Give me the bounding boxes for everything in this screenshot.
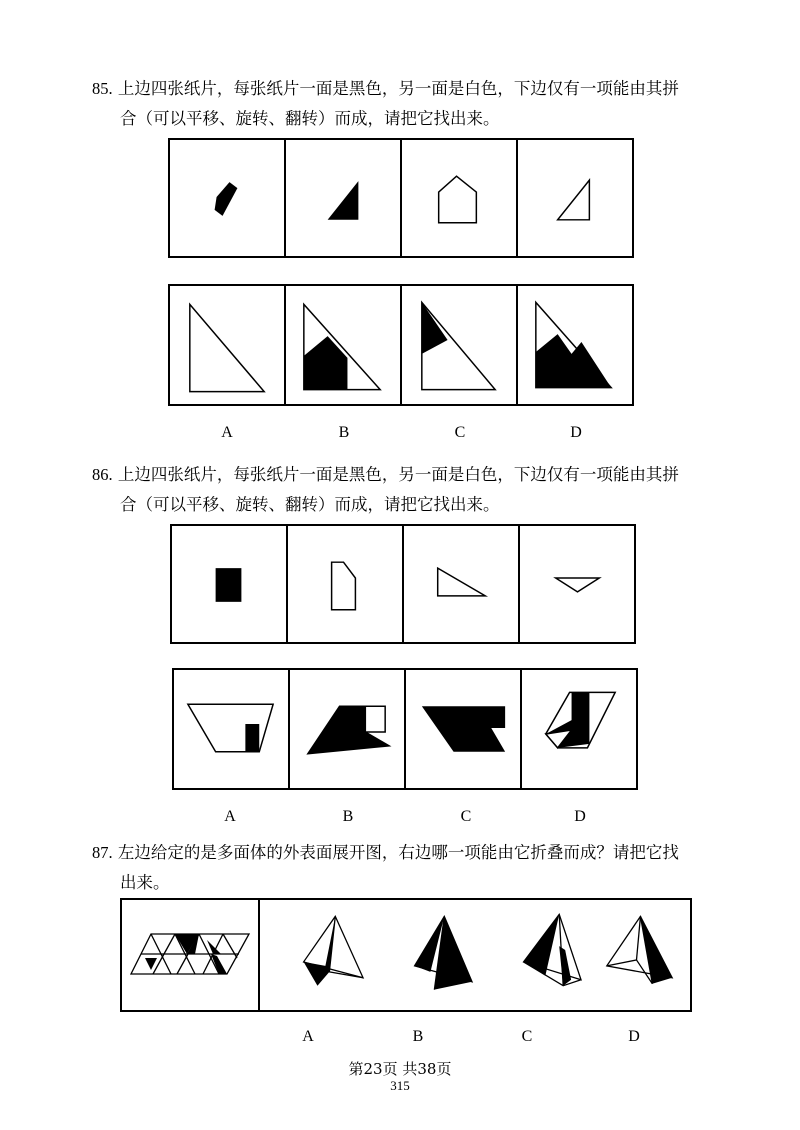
q86-piece-1 [172, 526, 288, 642]
q87-option-d-figure[interactable] [607, 916, 672, 983]
q87-label-c[interactable]: C [521, 1028, 533, 1045]
q86-option-d-figure[interactable] [522, 670, 636, 788]
q85-label-a[interactable]: A [221, 424, 233, 441]
question-86-line2: 合（可以平移、旋转、翻转）而成，请把它找出来。 [120, 495, 500, 514]
q86-label-a[interactable]: A [224, 808, 236, 825]
q85-label-c[interactable]: C [454, 424, 466, 441]
q87-net-figure [122, 900, 260, 1010]
q87-label-a[interactable]: A [302, 1028, 314, 1045]
q86-pieces-panel [170, 524, 636, 644]
question-86-number: 86. [92, 465, 113, 484]
q87-options-area [260, 900, 690, 1010]
q86-piece-2 [288, 526, 404, 642]
q85-piece-2 [286, 140, 402, 256]
q85-piece-3 [402, 140, 518, 256]
q86-option-a-figure[interactable] [174, 670, 290, 788]
q85-options-panel [168, 284, 634, 406]
q85-piece-4 [518, 140, 632, 256]
q85-option-c-figure[interactable] [402, 286, 518, 404]
question-87-text [92, 838, 732, 898]
q86-option-b-figure[interactable] [290, 670, 406, 788]
q85-pieces-panel [168, 138, 634, 258]
q85-option-a-figure[interactable] [170, 286, 286, 404]
question-85-number: 85. [92, 79, 113, 98]
q86-label-d[interactable]: D [574, 808, 586, 825]
q85-piece-1 [170, 140, 286, 256]
q87-option-b-figure[interactable] [415, 916, 472, 989]
q86-options-panel [172, 668, 638, 790]
question-86-text [92, 460, 732, 520]
q85-label-d[interactable]: D [570, 424, 582, 441]
q85-option-labels [0, 424, 800, 444]
q85-option-b-figure[interactable] [286, 286, 402, 404]
q86-label-b[interactable]: B [342, 808, 354, 825]
q87-option-labels [0, 1028, 800, 1048]
question-86-line1: 上边四张纸片，每张纸片一面是黑色，另一面是白色，下边仅有一项能由其拼 [117, 465, 679, 484]
question-85-line1: 上边四张纸片，每张纸片一面是黑色，另一面是白色，下边仅有一项能由其拼 [117, 79, 679, 98]
q87-option-c-figure[interactable] [524, 914, 581, 985]
q86-option-labels [0, 808, 800, 828]
page-number: 315 [390, 1078, 410, 1093]
question-87-line1: 左边给定的是多面体的外表面展开图，右边哪一项能由它折叠而成？请把它找 [117, 843, 679, 862]
q87-label-d[interactable]: D [628, 1028, 640, 1045]
q85-label-b[interactable]: B [338, 424, 350, 441]
question-85-text [92, 74, 732, 134]
q87-label-b[interactable]: B [412, 1028, 424, 1045]
q85-option-d-figure[interactable] [518, 286, 632, 404]
q86-piece-4 [520, 526, 634, 642]
q86-label-c[interactable]: C [460, 808, 472, 825]
q86-piece-3 [404, 526, 520, 642]
page-info: 第23页 共38页 [348, 1060, 452, 1078]
q87-option-a-figure[interactable] [304, 916, 363, 985]
q86-option-c-figure[interactable] [406, 670, 522, 788]
question-87-line2: 出来。 [120, 873, 170, 892]
question-87-number: 87. [92, 843, 113, 862]
question-85-line2: 合（可以平移、旋转、翻转）而成，请把它找出来。 [120, 109, 500, 128]
q87-panel [120, 898, 692, 1012]
